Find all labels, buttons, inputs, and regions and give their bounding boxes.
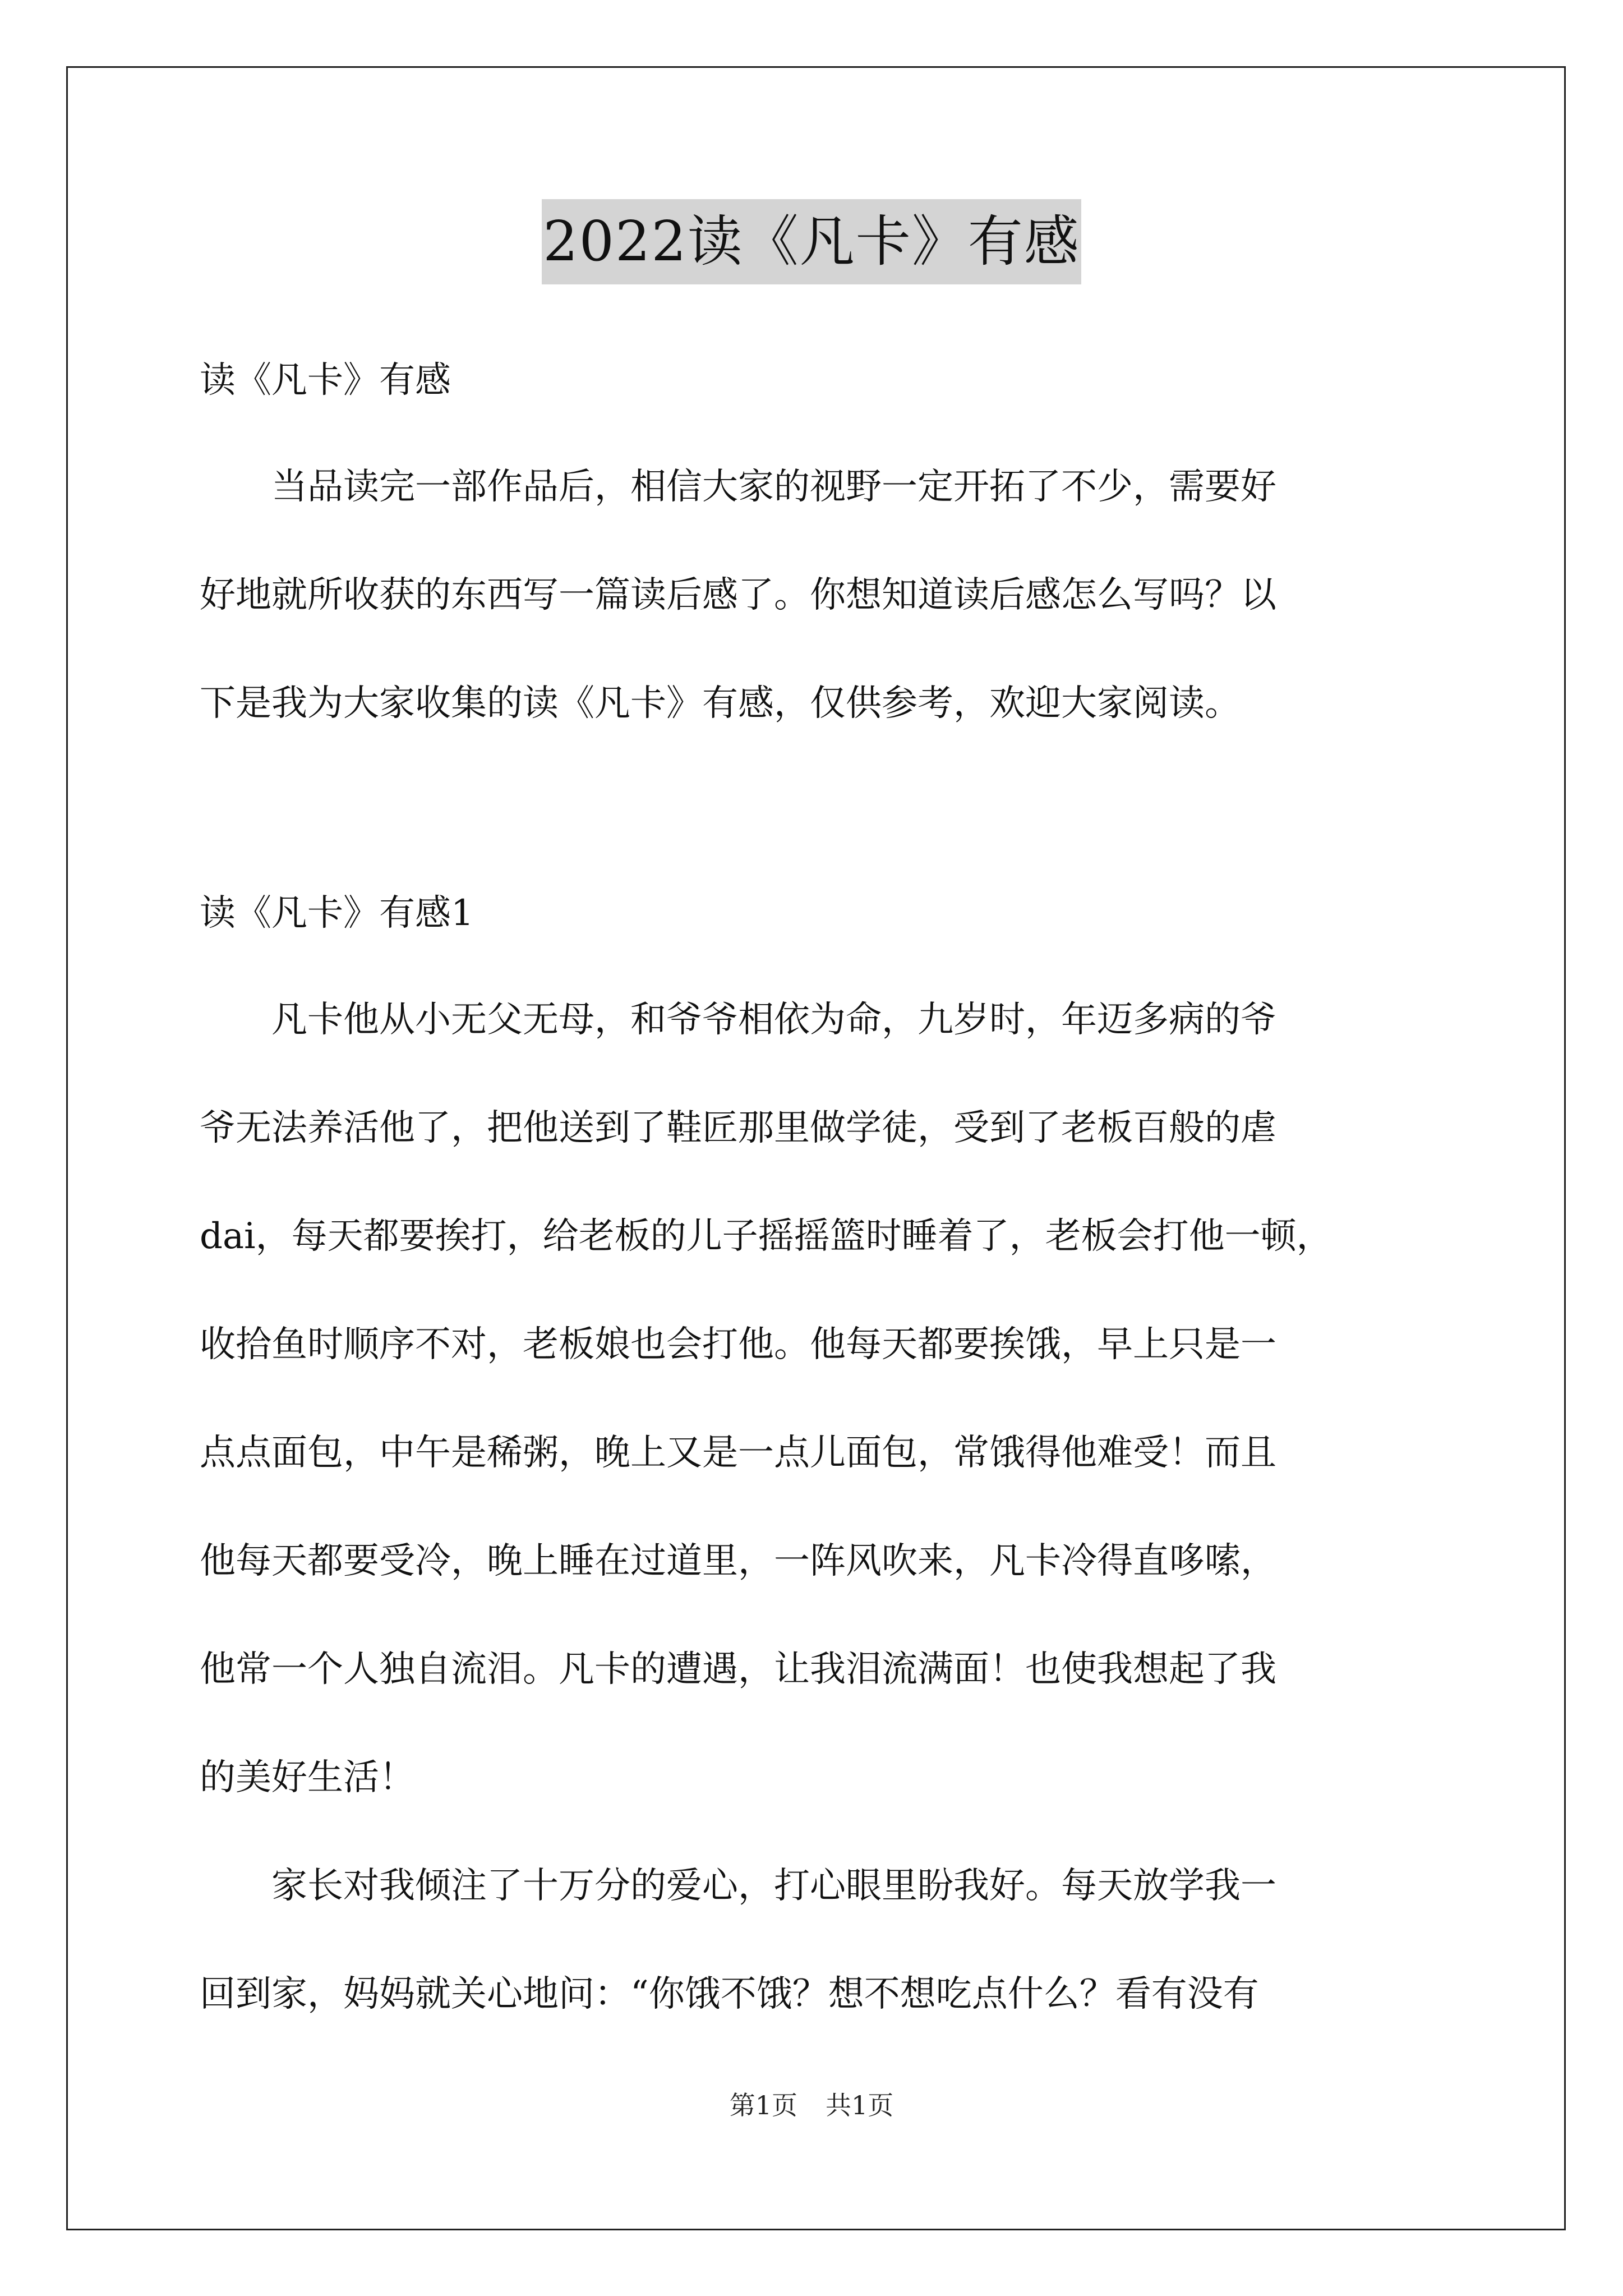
paragraph1-line-1: 凡卡他从小无父无母，和爷爷相依为命，九岁时，年迈多病的爷 [200,999,1276,1041]
paragraph1-line-8: 的美好生活！ [200,1757,415,1798]
paragraph1-line-2: 爷无法养活他了，把他送到了鞋匠那里做学徒，受到了老板百般的虐 [200,1107,1276,1149]
page-current: 第1页 [729,2090,797,2120]
paragraph2-line-2: 回到家，妈妈就关心地问：“你饿不饿？想不想吃点什么？看有没有 [200,1973,1259,2015]
document-title: 2022读《凡卡》有感 [542,199,1081,284]
paragraph1-line-6: 他每天都要受冷，晚上睡在过道里，一阵风吹来，凡卡冷得直哆嗦， [200,1540,1276,1582]
intro-line-3: 下是我为大家收集的读《凡卡》有感，仅供参考，欢迎大家阅读。 [200,683,1241,724]
intro-line-2: 好地就所收获的东西写一篇读后感了。你想知道读后感怎么写吗？以 [200,574,1276,616]
paragraph1-line-3: dai，每天都要挨打，给老板的儿子摇摇篮时睡着了，老板会打他一顿， [200,1216,1332,1257]
title-container [0,199,1623,284]
paragraph1-line-5: 点点面包，中午是稀粥，晚上又是一点儿面包，常饿得他难受！而且 [200,1432,1276,1474]
page-footer [0,2086,1623,2125]
intro-line-1: 当品读完一部作品后，相信大家的视野一定开拓了不少，需要好 [200,466,1276,508]
paragraph2-line-1: 家长对我倾注了十万分的爱心，打心眼里盼我好。每天放学我一 [200,1865,1276,1907]
paragraph1-line-4: 收拾鱼时顺序不对，老板娘也会打他。他每天都要挨饿，早上只是一 [200,1324,1276,1365]
paragraph1-line-7: 他常一个人独自流泪。凡卡的遭遇，让我泪流满面！也使我想起了我 [200,1649,1276,1690]
subtitle: 读《凡卡》有感 [200,360,451,401]
page-total: 共1页 [826,2090,894,2120]
section-heading: 读《凡卡》有感1 [200,892,474,934]
